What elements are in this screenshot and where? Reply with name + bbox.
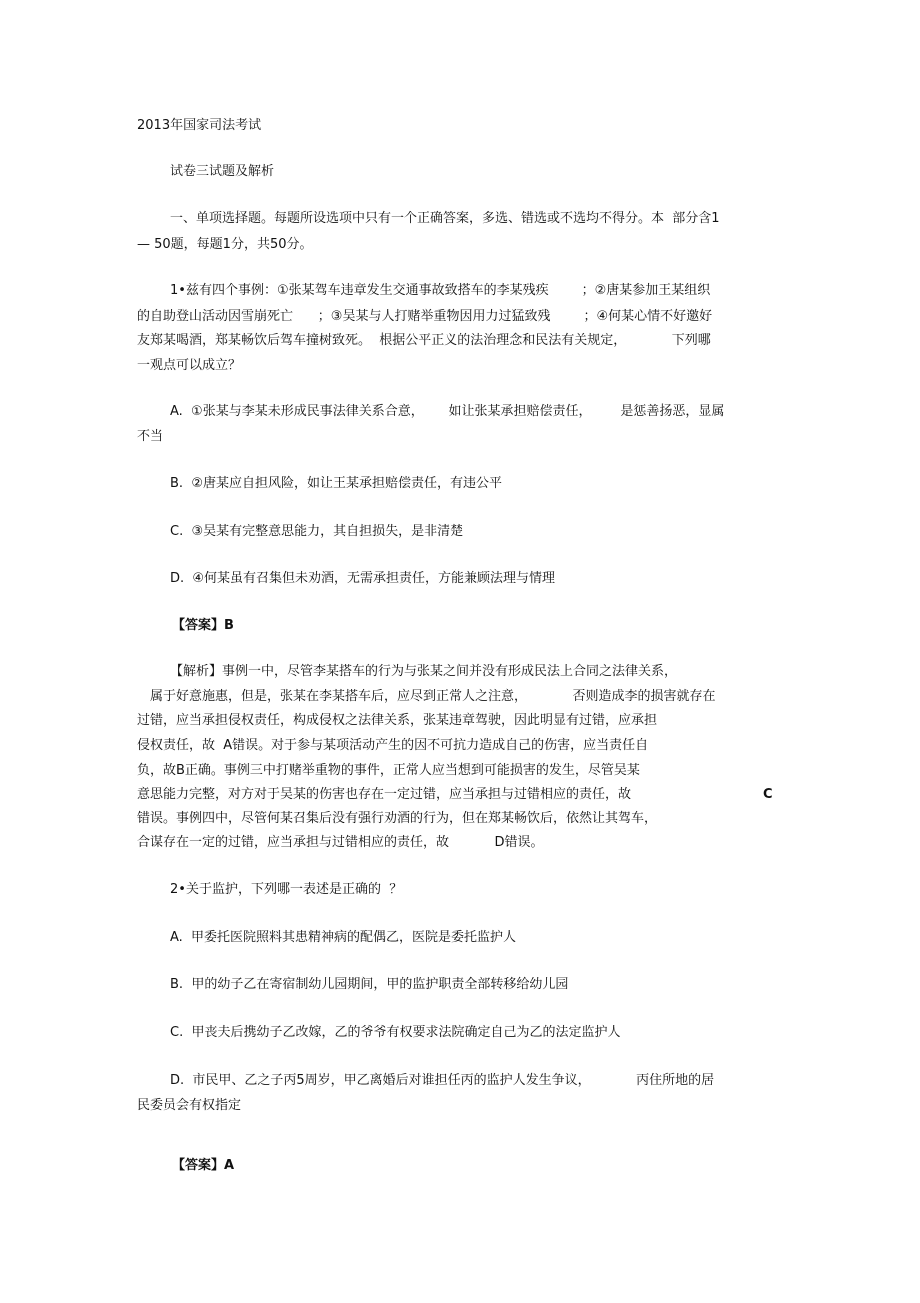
q2-option-d: 民委员会有权指定 [137, 1098, 242, 1113]
q1-stem-line: 一观点可以成立？ [137, 358, 242, 373]
section-intro-line: 一、单项选择题。每题所设选项中只有一个正确答案，多选、错选或不选均不得分。本 部分含1 [170, 211, 720, 226]
q2-option-b: B. 甲的幼子乙在寄宿制幼儿园期间，甲的监护职责全部转移给幼儿园 [170, 977, 569, 992]
q1-option-a: A. ①张某与李某未形成民事法律关系合意， 如让张某承担赔偿责任， 是惩善扬恶，显属 [170, 404, 725, 419]
q2-stem: 2•关于监护，下列哪一表述是正确的 ？ [170, 882, 403, 897]
q1-stem-line: 1•兹有四个事例：①张某驾车违章发生交通事故致搭车的李某残疾 ；②唐某参加王某组织 [170, 283, 711, 298]
document-subtitle: 试卷三试题及解析 [170, 164, 275, 179]
q1-analysis-line: 【解析】事例一中，尽管李某搭车的行为与张某之间并没有形成民法上合同之法律关系， [170, 664, 678, 679]
q1-option-b: B. ②唐某应自担风险，如让王某承担赔偿责任，有违公平 [170, 476, 502, 491]
q1-analysis-line: 意思能力完整，对方对于吴某的伤害也存在一定过错，应当承担与过错相应的责任，故 [137, 787, 632, 802]
q1-stem-line: 的自助登山活动因雪崩死亡 ；③吴某与人打赌举重物因用力过猛致残 ；④何某心情不好邀好 [137, 309, 713, 324]
q1-answer: 【答案】B [172, 618, 234, 633]
q2-option-d: D. 市民甲、乙之子丙5周岁，甲乙离婚后对谁担任丙的监护人发生争议， 丙住所地的居 [170, 1073, 715, 1088]
q2-answer: 【答案】A [172, 1158, 235, 1173]
q1-option-d: D. ④何某虽有召集但未劝酒，无需承担责任，方能兼顾法理与情理 [170, 571, 556, 586]
q1-stem-line: 友郑某喝酒，郑某畅饮后驾车撞树致死。 根据公平正义的法治理念和民法有关规定， 下列哪 [137, 333, 711, 348]
q1-analysis-line: C [763, 787, 773, 802]
section-intro-line: — 50题，每题1分，共50分。 [137, 237, 313, 252]
q2-option-a: A. 甲委托医院照料其患精神病的配偶乙，医院是委托监护人 [170, 930, 517, 945]
q1-option-c: C. ③吴某有完整意思能力，其自担损失，是非清楚 [170, 524, 464, 539]
q1-analysis-line: 负，故B正确。事例三中打赌举重物的事件，正常人应当想到可能损害的发生，尽管吴某 [137, 763, 640, 778]
q1-analysis-line: 错误。事例四中，尽管何某召集后没有强行劝酒的行为，但在郑某畅饮后，依然让其驾车， [137, 811, 658, 826]
q1-analysis-line: 过错，应当承担侵权责任，构成侵权之法律关系，张某违章驾驶，因此明显有过错，应承担 [137, 713, 658, 728]
q1-analysis-line: 属于好意施惠，但是，张某在李某搭车后，应尽到正常人之注意， 否则造成李的损害就存在 [150, 689, 716, 704]
q1-option-a: 不当 [137, 429, 164, 444]
q1-analysis-line: 合谋存在一定的过错，应当承担与过错相应的责任，故 D错误。 [137, 835, 544, 850]
q2-option-c: C. 甲丧夫后携幼子乙改嫁，乙的爷爷有权要求法院确定自己为乙的法定监护人 [170, 1025, 621, 1040]
q1-analysis-line: 侵权责任，故 A错误。对于参与某项活动产生的因不可抗力造成自己的伤害，应当责任自 [137, 738, 649, 753]
document-title: 2013年国家司法考试 [137, 118, 262, 133]
